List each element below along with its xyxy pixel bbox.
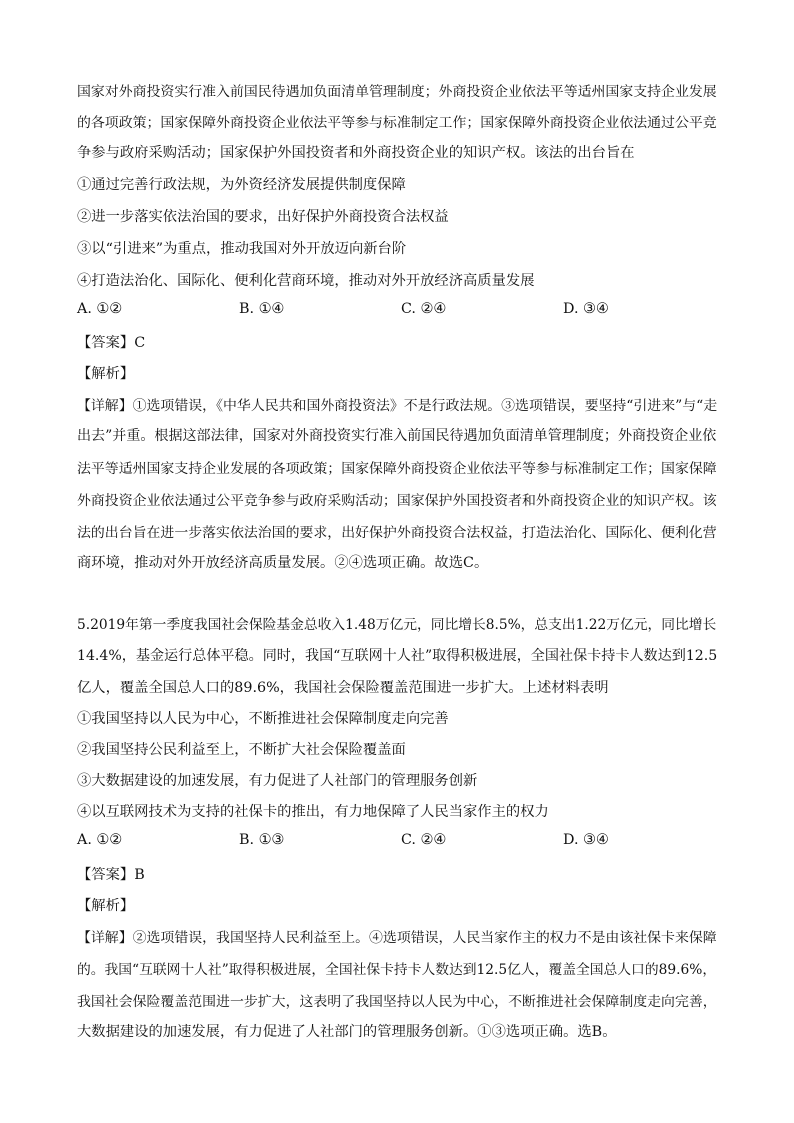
q4-stem-line: 国家对外商投资实行准入前国民待遇加负面清单管理制度；外商投资企业依法平等适州国家支持企业发展 bbox=[77, 84, 717, 100]
q4-option-b: B. ①④ bbox=[239, 301, 285, 317]
q4-detail-line: 法平等适州国家支持企业发展的各项政策；国家保障外商投资企业依法平等参与标准制定工作；国家保障 bbox=[77, 461, 717, 477]
detail-label: 【详解】 bbox=[77, 930, 133, 946]
q5-stem-line: 亿人，覆盖全国总人口的89.6%，我国社会保险覆盖范围进一步扩大。上述材料表明 bbox=[77, 680, 609, 696]
q4-statement-2: ②进一步落实依法治国的要求，出好保护外商投资合法权益 bbox=[77, 209, 449, 225]
detail-text: ②选项错误，我国坚持人民利益至上。④选项错误，人民当家作主的权力不是由该社保卡来保障 bbox=[132, 930, 717, 946]
q4-detail-line: 出去”并重。根据这部法律，国家对外商投资实行准入前国民待遇加负面清单管理制度；外商投资企业依 bbox=[77, 428, 717, 444]
q4-option-d: D. ③④ bbox=[563, 301, 609, 317]
detail-label: 【详解】 bbox=[77, 398, 133, 414]
q5-detail-line bbox=[77, 926, 717, 946]
q4-statement-4: ④打造法治化、国际化、便利化营商环境，推动对外开放经济高质量发展 bbox=[77, 273, 535, 289]
q4-detail-line: 外商投资企业依法通过公平竞争参与政府采购活动；国家保护外国投资者和外商投资企业的知识产权。该 bbox=[77, 493, 717, 509]
q5-statement-2: ②我国坚持公民利益至上，不断扩大社会保险覆盖面 bbox=[77, 742, 406, 758]
q4-detail-line bbox=[77, 394, 717, 414]
q5-detail-line: 大数据建设的加速发展，有力促进了人社部门的管理服务创新。①③选项正确。选B。 bbox=[77, 1024, 617, 1040]
q5-analysis-label: 【解析】 bbox=[77, 898, 135, 914]
q5-stem-line: 5.2019年第一季度我国社会保险基金总收入1.48万亿元，同比增长8.5%，总支出1.22万亿元，同比增长 bbox=[77, 617, 717, 633]
q4-option-a: A. ①② bbox=[77, 301, 123, 317]
q5-option-d: D. ③④ bbox=[563, 832, 609, 848]
q4-stem-line: 争参与政府采购活动；国家保护外国投资者和外商投资企业的知识产权。该法的出台旨在 bbox=[77, 145, 635, 161]
q4-detail-line: 商环境，推动对外开放经济高质量发展。②④选项正确。故选C。 bbox=[77, 555, 489, 571]
answer-label: 【答案】 bbox=[77, 867, 135, 883]
q4-detail-line: 法的出台旨在进一步落实依法治国的要求，出好保护外商投资合法权益，打造法治化、国际化、便利化营 bbox=[77, 525, 717, 541]
answer-label: 【答案】 bbox=[77, 335, 135, 351]
q5-option-a: A. ①② bbox=[77, 832, 123, 848]
q4-answer bbox=[77, 332, 145, 352]
q5-option-b: B. ①③ bbox=[239, 832, 285, 848]
q5-statement-4: ④以互联网技术为支持的社保卡的推出，有力地保障了人民当家作主的权力 bbox=[77, 804, 549, 820]
q4-option-c: C. ②④ bbox=[401, 301, 447, 317]
q5-detail-line: 的。我国“互联网十人社”取得积极进展，全国社保卡持卡人数达到12.5亿人，覆盖全国总人口的89.6%， bbox=[77, 962, 717, 978]
q4-statement-3: ③以“引进来”为重点，推动我国对外开放迈向新台阶 bbox=[77, 241, 407, 257]
q5-stem-line: 14.4%，基金运行总体平稳。同时，我国“互联网十人社”取得积极进展，全国社保卡持卡人数达到12.5 bbox=[77, 648, 718, 664]
q5-detail-line: 我国社会保险覆盖范围进一步扩大，这表明了我国坚持以人民为中心，不断推进社会保障制度走向完善， bbox=[77, 994, 717, 1010]
q4-analysis-label: 【解析】 bbox=[77, 366, 135, 382]
q5-statement-1: ①我国坚持以人民为中心，不断推进社会保障制度走向完善 bbox=[77, 711, 449, 727]
answer-value: C bbox=[134, 335, 146, 351]
answer-value: B bbox=[134, 867, 145, 883]
q5-answer bbox=[77, 864, 145, 884]
q5-option-c: C. ②④ bbox=[401, 832, 447, 848]
q4-stem-line: 的各项政策；国家保障外商投资企业依法平等参与标准制定工作；国家保障外商投资企业依法通过公平竞 bbox=[77, 115, 717, 131]
q5-statement-3: ③大数据建设的加速发展，有力促进了人社部门的管理服务创新 bbox=[77, 773, 478, 789]
q4-statement-1: ①通过完善行政法规，为外资经济发展提供制度保障 bbox=[77, 177, 406, 193]
detail-text: ①选项错误，《中华人民共和国外商投资法》不是行政法规。③选项错误，要坚持“引进来”与“走 bbox=[132, 398, 718, 414]
